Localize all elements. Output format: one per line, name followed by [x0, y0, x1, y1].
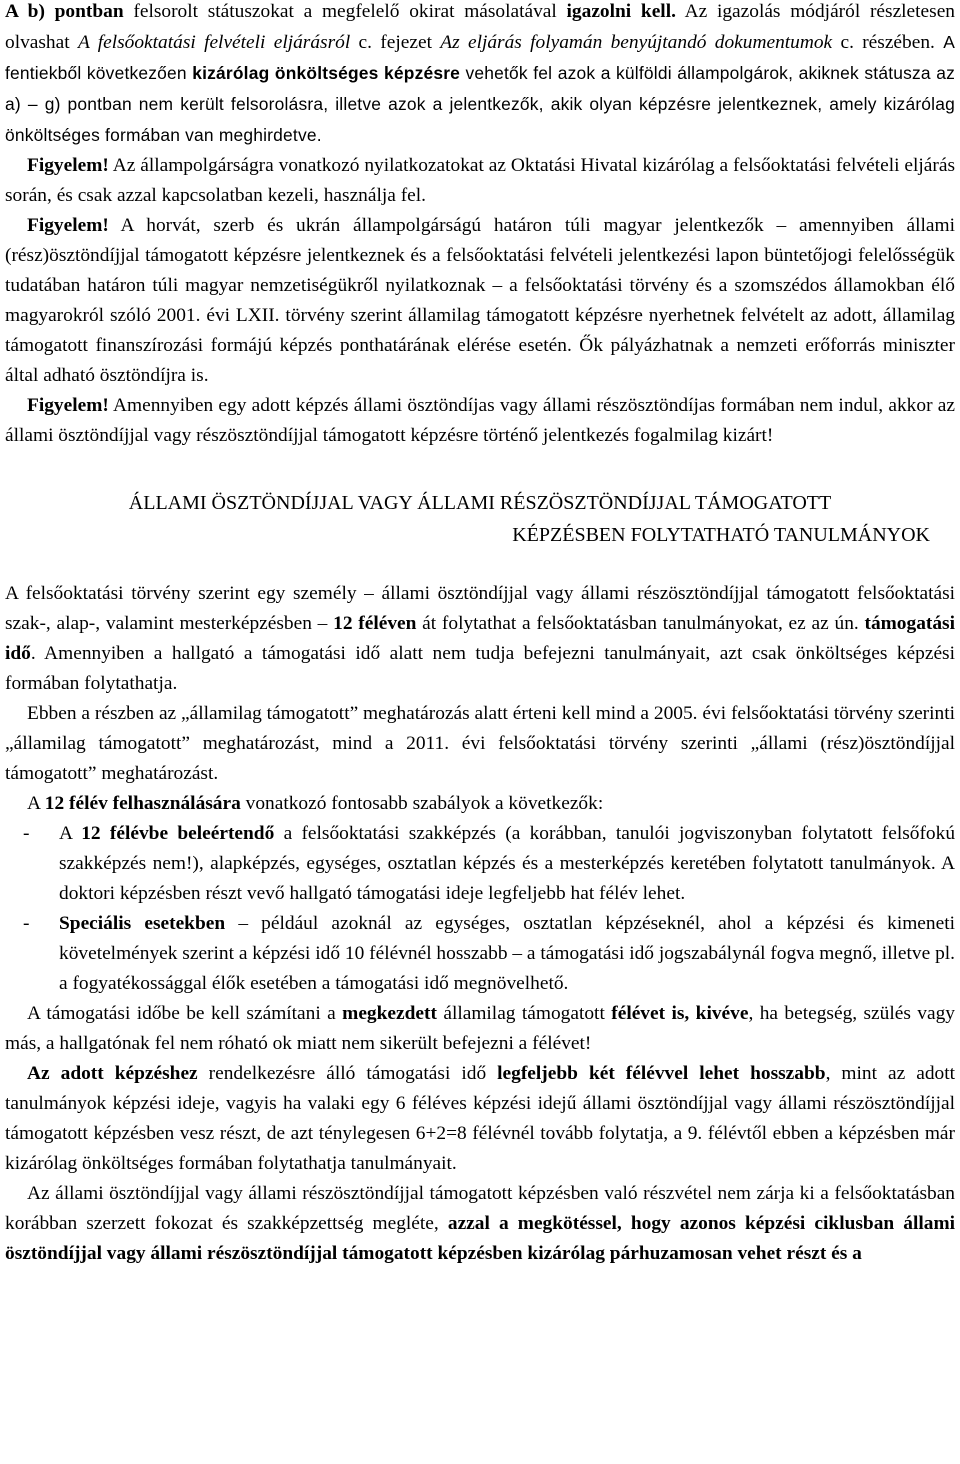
paragraph-started-semester: A támogatási időbe be kell számítani a megkezdett államilag támogatott félévet is, kivéve, ha betegség, szülés vagy más, a hallgatónak fel nem róható ok miatt nem sikerült befejezni a félévet!: [5, 1003, 956, 1054]
bold-text: Speciális esetekben: [59, 913, 226, 934]
paragraph-status-proof: A b) pontban felsorolt státuszokat a megfelelő okirat másolatával igazolni kell. Az igazolás módjáról részletesen olvashat A felsőoktatási felvételi eljárásról c. fejezet Az eljárás folyamán benyújtandó dokumentumok c. részében. A fentiekből következően kizárólag önköltséges képzésre vehetők fel azok a külföldi állampolgárok, akiknek státusza az a) – g) pontban nem került felsorolásra, illetve azok a jelentkezők, akik olyan képzésre jelentkeznek, amely kizárólag önköltséges formában van meghirdetve.: [5, 1, 956, 145]
paragraph-notice-3: Figyelem! Amennyiben egy adott képzés állami ösztöndíjas vagy állami részösztöndíjas formában nem indul, akkor az állami ösztöndíjjal vagy részösztöndíjjal támogatott képzésre történő jelentkezés fogalmilag kizárt!: [5, 395, 955, 446]
notice-label: Figyelem!: [27, 395, 109, 416]
paragraph-definition: Ebben a részben az „államilag támogatott” meghatározás alatt érteni kell mind a 2005. évi felsőoktatási törvény szerinti „államilag támogatott” meghatározást, mind a 2011. évi felsőoktatási törvény szerinti „állami (rész)ösztöndíjjal támogatott” meghatározást.: [5, 703, 955, 784]
notice-label: Figyelem!: [27, 155, 109, 176]
notice-label: Figyelem!: [27, 215, 109, 236]
bold-text: 12 félév felhasználására: [44, 793, 241, 814]
italic-reference: A felsőoktatási felvételi eljárásról: [77, 32, 351, 53]
bold-text: Az adott képzéshez: [27, 1063, 198, 1084]
italic-reference: Az eljárás folyamán benyújtandó dokumentumok: [440, 32, 833, 53]
bold-text: támogatási idő: [5, 613, 955, 664]
bold-text: megkezdett: [342, 1003, 437, 1024]
list-bullet: -: [23, 913, 30, 934]
bold-text: igazolni kell.: [566, 1, 676, 22]
paragraph-notice-2: Figyelem! A horvát, szerb és ukrán állampolgárságú határon túli magyar jelentkezők – amennyiben állami (rész)ösztöndíjjal támogatott képzésre jelentkeznek és a felsőoktatási felvételi jelentkezési lapon büntetőjogi felelősségük tudatában határon túli magyar nemzetiségükről nyilatkoznak – a felsőoktatási törvény és a szomszédos államokban élő magyarokról szóló 2001. évi LXII. törvény szerint államilag támogatott képzésre nyerhetnek felvételt az adott, államilag támogatott finanszírozási formájú képzés ponthatárának elérése esetén. Ők pályázhatnak a nemzeti erőforrás miniszter által adható ösztöndíjra is.: [5, 215, 955, 386]
section-heading-line-1: ÁLLAMI ÖSZTÖNDÍJJAL VAGY ÁLLAMI RÉSZÖSZTÖNDÍJJAL TÁMOGATOTT: [128, 492, 832, 514]
bold-text: kizárólag önköltséges képzésre: [192, 63, 461, 83]
list-item: - A 12 félévbe beleértendő a felsőoktatási szakképzés (a korábban, tanulói jogviszonyban folytatott felsőfokú szakképzés nem!), alapképzés, egységes, osztatlan képzés és a mesterképzés keretében folytatott tanulmányok. A doktori képzésben részt vevő hallgató támogatási ideje legfeljebb hat félév lehet.: [5, 819, 955, 909]
bold-text: legfeljebb két félévvel lehet hosszabb: [497, 1063, 826, 1084]
paragraph-support-period: A felsőoktatási törvény szerint egy személy – állami ösztöndíjjal vagy állami részösztöndíjjal támogatott felsőoktatási szak-, alap-, valamint mesterképzésben – 12 féléven át folytathat a felsőoktatásban tanulmányokat, ez az ún. támogatási idő. Amennyiben a hallgató a támogatási idő alatt nem tudja befejezni tanulmányait, azt csak önköltséges képzési formában folytathatja.: [5, 583, 955, 694]
bold-text: 12 félévbe beleértendő: [81, 823, 275, 844]
paragraph-parallel-study: Az állami ösztöndíjjal vagy állami részösztöndíjjal támogatott képzésben való részvétel nem zárja ki a felsőoktatásban korábban szerzett fokozat és szakképzettség megléte, azzal a megkötéssel, hogy azonos képzési ciklusban állami ösztöndíjjal vagy állami részösztöndíjjal támogatott képzésben kizárólag párhuzamosan vehet részt és a: [5, 1183, 955, 1264]
bold-text: 12 féléven: [333, 613, 417, 634]
section-heading: [5, 487, 955, 551]
rules-list: [5, 819, 955, 999]
list-item: - Speciális esetekben – például azoknál az egységes, osztatlan képzéseknél, ahol a képzési és kimeneti követelmények szerint a képzési idő 10 félévnél hosszabb – a támogatási idő jogszabálynál fogva megnő, illetve pl. a fogyatékossággal élők esetében a támogatási idő megnövelhető.: [5, 909, 955, 999]
paragraph-notice-1: Figyelem! Az állampolgárságra vonatkozó nyilatkozatokat az Oktatási Hivatal kizárólag a felsőoktatási felvételi eljárás során, és csak azzal kapcsolatban kezeli, használja fel.: [5, 155, 955, 206]
paragraph-extension: Az adott képzéshez rendelkezésre álló támogatási idő legfeljebb két félévvel lehet hosszabb, mint az adott tanulmányok képzési ideje, vagyis ha valaki egy 6 féléves képzési idejű állami ösztöndíjjal vagy állami részösztöndíjjal támogatott képzésben vesz részt, de azt ténylegesen 6+2=8 félévnél tovább folytatja, a 9. félévtől ebben a képzésben már kizárólag önköltséges formában folytathatja tanulmányait.: [5, 1063, 955, 1174]
paragraph-rules-intro: A 12 félév felhasználására vonatkozó fontosabb szabályok a következők:: [27, 793, 604, 814]
document-page: [5, 0, 955, 1269]
bold-text: félévet is, kivéve: [611, 1003, 749, 1024]
list-bullet: -: [23, 823, 30, 844]
section-heading-line-2: KÉPZÉSBEN FOLYTATHATÓ TANULMÁNYOK: [512, 524, 930, 546]
bold-text: azzal a megkötéssel, hogy azonos képzési ciklusban állami ösztöndíjjal vagy állami részösztöndíjjal támogatott képzésben kizárólag párhuzamosan vehet részt és a: [5, 1213, 955, 1264]
bold-text: A b) pontban: [5, 1, 124, 22]
